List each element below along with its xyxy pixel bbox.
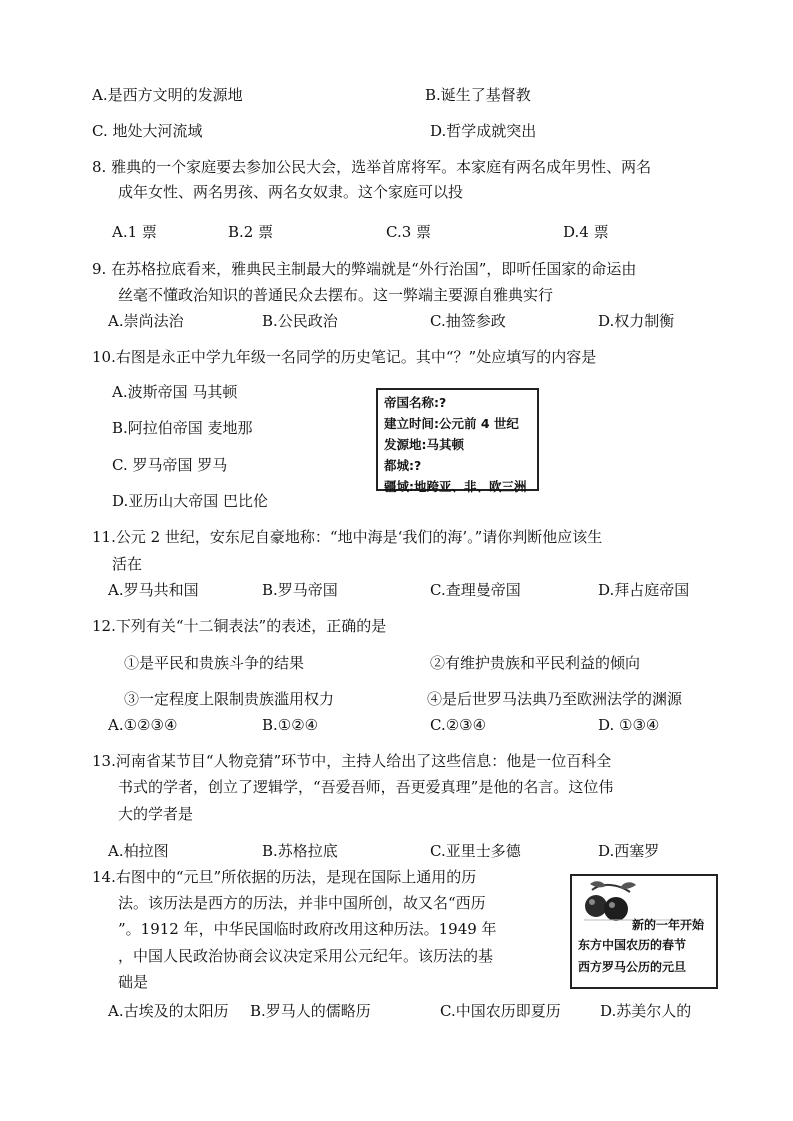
q11-option-d: D.拜占庭帝国: [598, 581, 690, 599]
q13-option-b: B.苏格拉底: [262, 842, 338, 860]
q11-option-b: B.罗马帝国: [262, 581, 338, 599]
q9-stem-line2: 丝毫不懂政治知识的普通民众去摆布。这一弊端主要源自雅典实行: [118, 286, 554, 304]
q8-stem-line1: 8. 雅典的一个家庭要去参加公民大会，选举首席将军。本家庭有两名成年男性、两名: [92, 158, 652, 176]
q12-stem-line1: 12.下列有关“十二铜表法”的表述，正确的是: [92, 617, 387, 635]
q11-option-a: A.罗马共和国: [108, 581, 199, 599]
note-empire-name: 帝国名称:?: [384, 395, 447, 410]
q8-option-c: C.3 票: [386, 223, 432, 241]
note-origin: 发源地:马其顿: [384, 437, 464, 452]
q8-stem-line2: 成年女性、两名男孩、两名女奴隶。这个家庭可以投: [118, 183, 464, 201]
q10-option-b: B.阿拉伯帝国 麦地那: [112, 419, 253, 437]
note-territory: 疆域:地跨亚、非、欧三洲: [384, 479, 527, 494]
q14-stem-line2: 法。该历法是西方的历法，并非中国所创，故又名“西历: [118, 894, 486, 912]
q12-item-1: ①是平民和贵族斗争的结果: [124, 654, 305, 672]
q14-stem-line3: ”。1912 年，中华民国临时政府改用这种历法。1949 年: [118, 920, 497, 938]
q10-option-a: A.波斯帝国 马其顿: [112, 383, 238, 401]
q7-option-c: C. 地处大河流域: [92, 122, 203, 140]
q10-option-c: C. 罗马帝国 罗马: [112, 456, 228, 474]
q7-option-b: B.诞生了基督教: [425, 86, 531, 104]
note-founded-time: 建立时间:公元前 4 世纪: [384, 416, 519, 431]
q13-option-a: A.柏拉图: [108, 842, 169, 860]
q12-item-2: ②有维护贵族和平民利益的倾向: [430, 654, 641, 672]
picture-text-new-year: 新的一年开始: [632, 918, 705, 932]
q12-item-3: ③一定程度上限制贵族滥用权力: [124, 690, 335, 708]
q9-stem-line1: 9. 在苏格拉底看来，雅典民主制最大的弊端就是“外行治国”，即听任国家的命运由: [92, 260, 637, 278]
q9-option-a: A.崇尚法治: [108, 312, 184, 330]
q10-option-d: D.亚历山大帝国 巴比伦: [112, 492, 269, 510]
q12-option-a: A.①②③④: [108, 716, 178, 734]
picture-text-spring-festival: 东方中国农历的春节: [578, 938, 687, 952]
q7-option-a: A.是西方文明的发源地: [92, 86, 243, 104]
q12-option-c: C.②③④: [430, 716, 487, 734]
q13-stem-line2: 书式的学者，创立了逻辑学，“吾爱吾师，吾更爱真理”是他的名言。这位伟: [118, 778, 614, 796]
q8-option-a: A.1 票: [112, 223, 157, 241]
q11-option-c: C.查理曼帝国: [430, 581, 521, 599]
q12-item-4: ④是后世罗马法典乃至欧洲法学的渊源: [427, 690, 683, 708]
q11-stem-line2: 活在: [112, 555, 143, 573]
q11-stem-line1: 11.公元 2 世纪，安东尼自豪地称：“地中海是‘我们的海’。”请你判断他应该生: [92, 528, 603, 546]
picture-text-new-years-day: 西方罗马公历的元旦: [578, 960, 687, 974]
q14-stem-line1: 14.右图中的“元旦”所依据的历法，是现在国际上通用的历: [92, 868, 477, 886]
q12-option-d: D. ①③④: [598, 716, 660, 734]
q13-option-c: C.亚里士多德: [430, 842, 521, 860]
note-capital: 都城:?: [384, 458, 422, 473]
q14-stem-line5: 础是: [118, 973, 149, 991]
q10-stem-line1: 10.右图是永正中学九年级一名同学的历史笔记。其中“？”处应填写的内容是: [92, 348, 597, 366]
q14-stem-line4: ，中国人民政治协商会议决定采用公元纪年。该历法的基: [118, 947, 494, 965]
q8-option-b: B.2 票: [228, 223, 274, 241]
history-note-box: [376, 388, 539, 494]
q14-option-b: B.罗马人的儒略历: [250, 1002, 371, 1020]
q13-stem-line1: 13.河南省某节目“人物竞猜”环节中，主持人给出了这些信息：他是一位百科全: [92, 752, 612, 770]
q8-option-d: D.4 票: [563, 223, 609, 241]
new-year-picture: [570, 874, 718, 989]
q13-option-d: D.西塞罗: [598, 842, 660, 860]
q14-option-c: C.中国农历即夏历: [440, 1002, 561, 1020]
q9-option-b: B.公民政治: [262, 312, 338, 330]
q9-option-d: D.权力制衡: [598, 312, 675, 330]
q14-option-d: D.苏美尔人的: [600, 1002, 692, 1020]
q12-option-b: B.①②④: [262, 716, 319, 734]
q7-option-d: D.哲学成就突出: [430, 122, 537, 140]
q9-option-c: C.抽签参政: [430, 312, 506, 330]
q13-stem-line3: 大的学者是: [118, 805, 194, 823]
q14-option-a: A.古埃及的太阳历: [108, 1002, 229, 1020]
